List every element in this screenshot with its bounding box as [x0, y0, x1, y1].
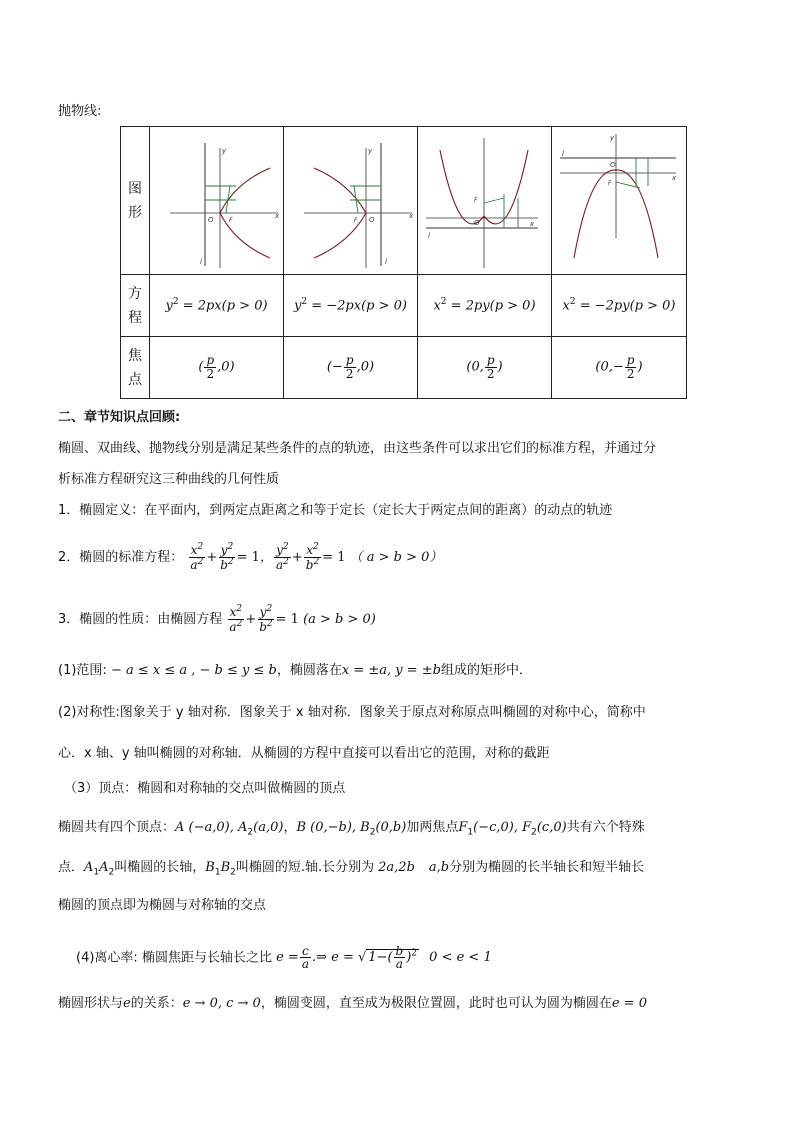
vertex-heading: （3）顶点：椭圆和对称轴的交点叫做椭圆的顶点 — [64, 781, 346, 796]
item-1-definition: 1．椭圆定义：在平面内，到两定点距离之和等于定长（定长大于两定点间的距离）的动点的轨迹 — [58, 503, 613, 518]
item-3-properties: 3．椭圆的性质：由椭圆方程 $\frac{x^2}{a^2}$ + $\frac{y^2}{b^2}$ = 1 (a > b > 0) — [58, 604, 376, 634]
svg-text:y: y — [610, 133, 615, 142]
parabola-table — [120, 126, 687, 399]
svg-text:x: x — [672, 173, 677, 182]
vertex-line-3: 椭圆的顶点即为椭圆与对称轴的交点 — [58, 898, 267, 913]
intro-line-1: 椭圆、双曲线、抛物线分别是满足某些条件的点的轨迹，由这些条件可以求出它们的标准方程，并通过分 — [58, 441, 657, 456]
focus-cell: ( $\frac{p}{2}$ ,0) — [150, 337, 284, 399]
svg-text:x: x — [530, 219, 535, 228]
focus-cell: (0,− $\frac{p}{2}$ ) — [552, 337, 687, 399]
vertex-line-2: 点．$A_1A_2$叫椭圆的长轴，$B_1B_2$叫椭圆的短.轴.长分别为 2a,2b a,b分别为椭圆的长半轴长和短半轴长 — [58, 860, 645, 878]
equation-cell: $x^2 = 2py(p > 0)$ — [418, 275, 552, 337]
section-heading: 二、章节知识点回顾: — [58, 410, 181, 425]
parabola-label: 抛物线: — [58, 104, 102, 119]
equation-cell: $y^2 = -2px(p > 0)$ — [284, 275, 418, 337]
intro-line-2: 析标准方程研究这三种曲线的几何性质 — [58, 472, 280, 487]
row-header-focus: 焦 点 — [121, 337, 150, 399]
equation-cell: $x^2 = -2py(p > 0)$ — [552, 275, 687, 337]
svg-text:F: F — [354, 216, 358, 224]
svg-text:F: F — [608, 179, 612, 187]
figure-down-opening — [552, 127, 687, 275]
row-header-equation: 方 程 — [121, 275, 150, 337]
focus-cell: (− $\frac{p}{2}$ ,0) — [284, 337, 418, 399]
svg-text:l: l — [562, 149, 564, 158]
figure-right-opening — [150, 127, 284, 275]
svg-text:O: O — [208, 215, 214, 224]
x-axis-label: x — [275, 211, 280, 220]
range-line: (1)范围: − a ≤ x ≤ a , − b ≤ y ≤ b，椭圆落在x = ±a, y = ±b组成的矩形中． — [58, 663, 532, 678]
shape-relation-line: 椭圆形状与e的关系：e → 0, c → 0，椭圆变圆，直至成为极限位置圆，此时也可认为圆为椭圆在e = 0 — [58, 996, 647, 1011]
focus-cell: (0, $\frac{p}{2}$ ) — [418, 337, 552, 399]
svg-text:l: l — [385, 257, 387, 266]
svg-text:O: O — [369, 215, 375, 224]
equation-cell: $y^2 = 2px(p > 0)$ — [150, 275, 284, 337]
figure-left-opening — [284, 127, 418, 275]
vertex-line-1: 椭圆共有四个顶点：A (−a,0), $A_2(a,0)$，B (0,−b), $B_2(0,b)$加两焦点$F_1(-c,0)$, $F_2(c,0)$共有六个特殊 — [58, 820, 645, 838]
svg-text:F: F — [229, 216, 233, 224]
svg-text:l: l — [200, 257, 202, 266]
svg-text:F: F — [474, 196, 478, 204]
svg-text:O: O — [474, 218, 480, 227]
figure-up-opening — [418, 127, 552, 275]
eccentricity-line: (4)离心率: 椭圆焦距与长轴长之比 e = $\frac{c}{a}$ .⇒ e = √ 1−( $\frac{b}{a}$ )$^2$ 0 < e < 1 — [76, 943, 492, 972]
svg-text:l: l — [428, 231, 430, 240]
svg-text:O: O — [610, 160, 616, 169]
svg-text:x: x — [409, 211, 414, 220]
row-header-graph: 图 形 — [121, 127, 150, 275]
symmetry-line-1: (2)对称性:图象关于 y 轴对称．图象关于 x 轴对称．图象关于原点对称原点叫椭圆的对称中心，简称中 — [58, 705, 646, 720]
item-2-standard-equation: 2．椭圆的标准方程： $\frac{x^2}{a^2}$ + $\frac{y^2}{b^2}$ = 1， $\frac{y^2}{a^2}$ + $\frac{x^2}{b^2}$ = 1 （ a > b > 0） — [58, 542, 443, 572]
svg-text:y: y — [368, 146, 373, 155]
svg-text:y: y — [222, 146, 227, 155]
symmetry-line-2: 心．x 轴、y 轴叫椭圆的对称轴．从椭圆的方程中直接可以看出它的范围，对称的截距 — [58, 746, 550, 761]
